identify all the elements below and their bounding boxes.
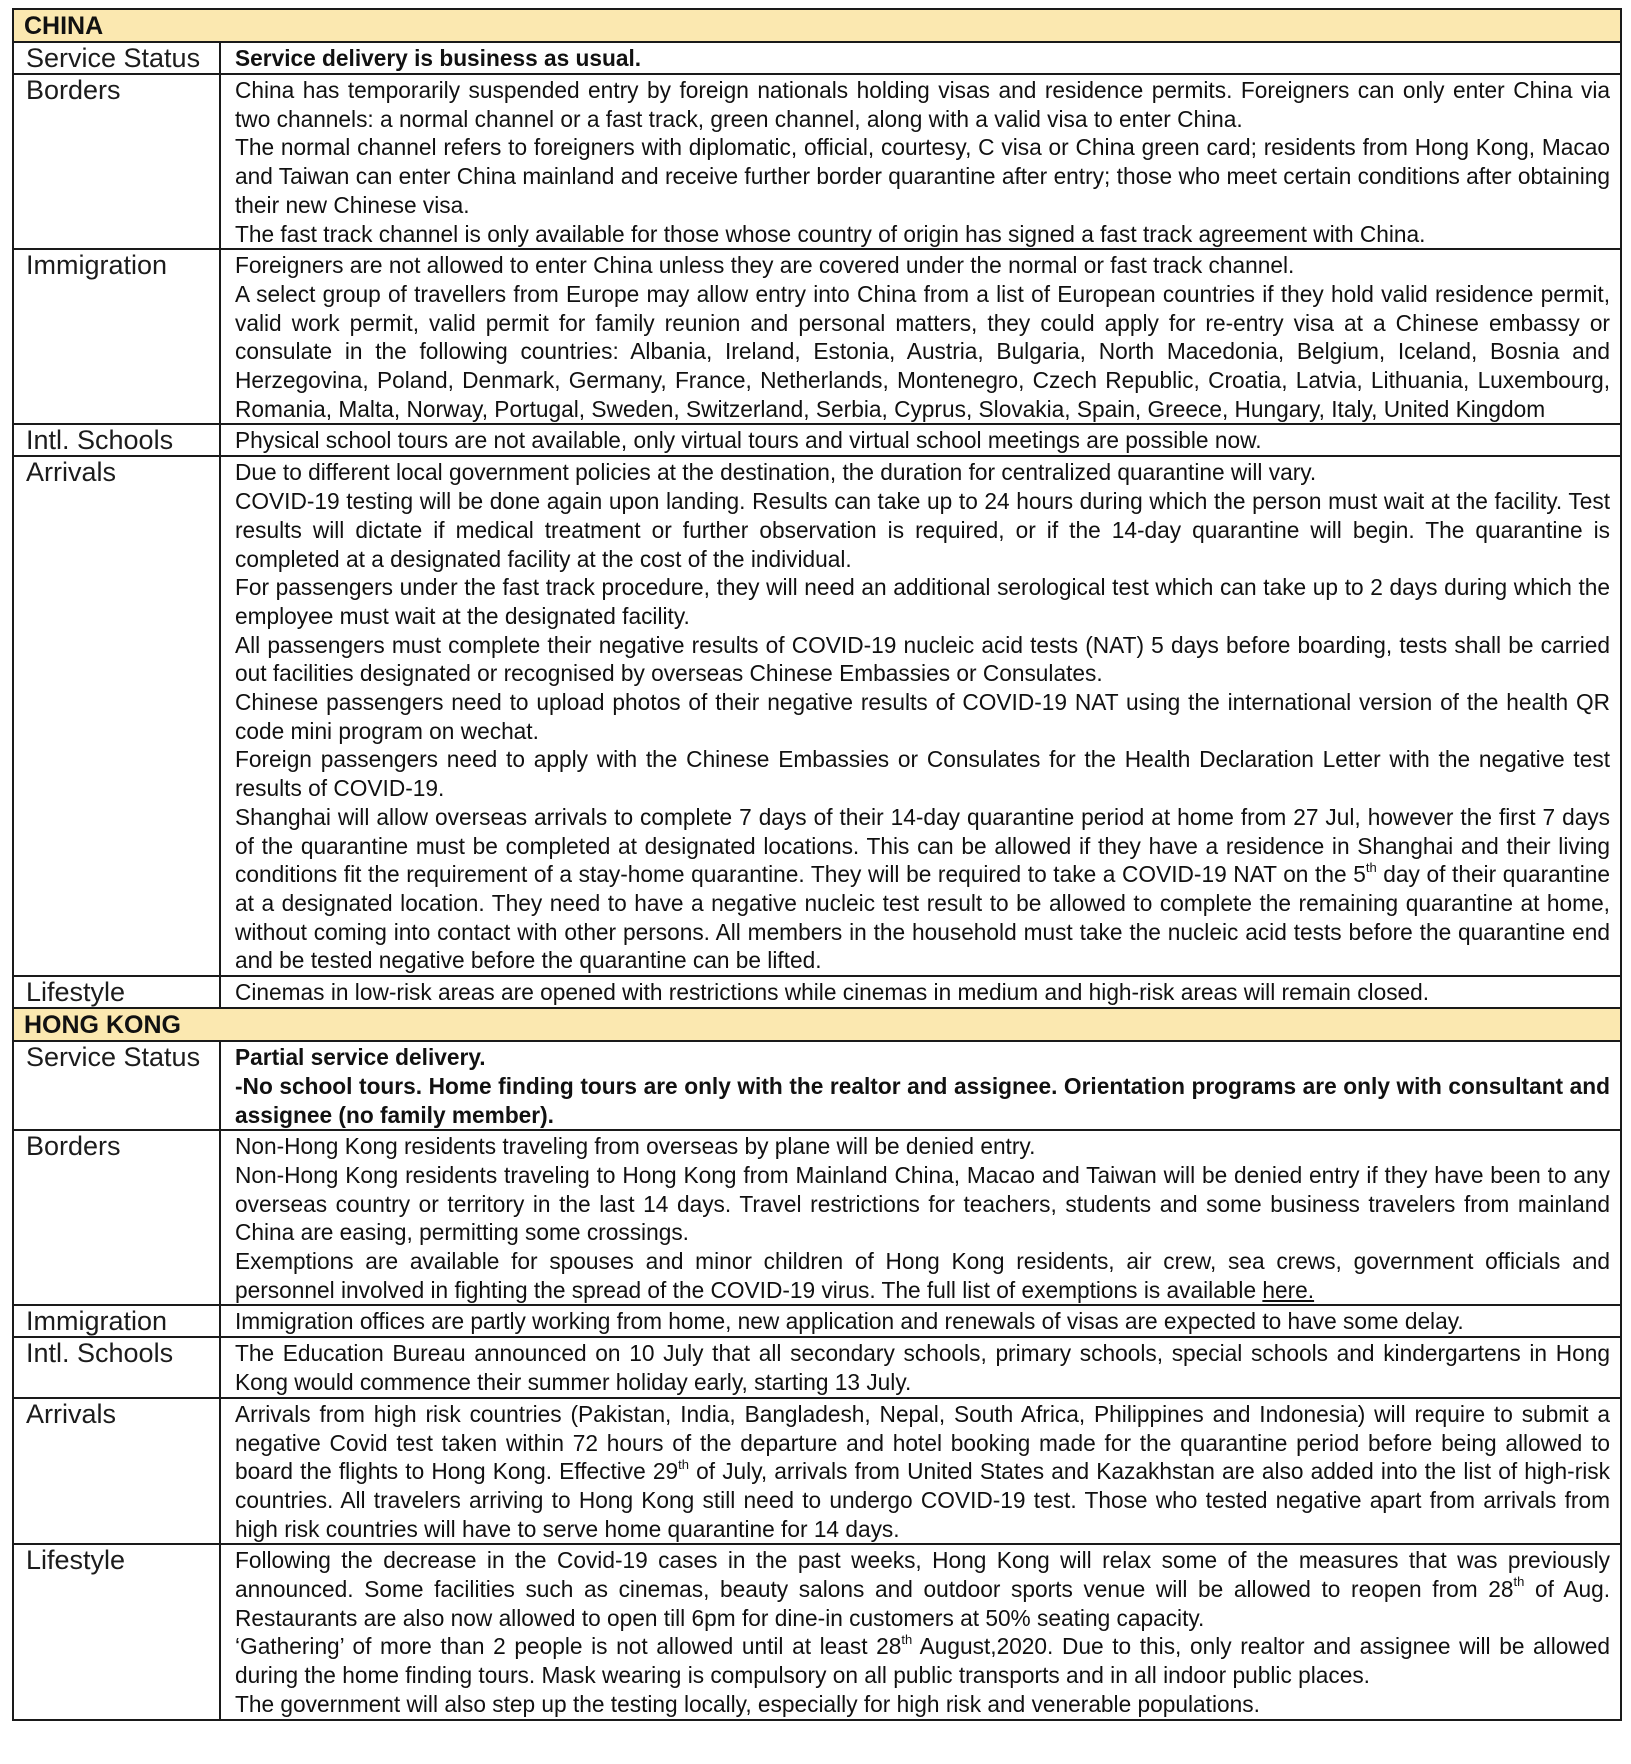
country-status-table [12, 8, 1622, 1721]
superscript: th [678, 1456, 689, 1472]
row-content: Service delivery is business as usual. [220, 42, 1621, 74]
paragraph: The normal channel refers to foreigners with diplomatic, official, courtesy, C visa or China green card; residents from Hong Kong, Macao and Taiwan can enter China mainland and receive further border quarantine after entry; those who meet certain conditions after obtaining their new Chinese visa. [235, 134, 1610, 218]
paragraph: All passengers must complete their negative results of COVID-19 nucleic acid tests (NAT) 5 days before boarding, tests shall be carried out facilities designated or recognised by overseas Chinese Embassies or Consulates. [235, 631, 1610, 687]
row-content [220, 1130, 1621, 1305]
paragraph: The government will also step up the testing locally, especially for high risk and venerable populations. [235, 1690, 1260, 1717]
row-content [220, 1544, 1621, 1719]
table-row [13, 249, 1621, 424]
row-content [220, 1398, 1621, 1545]
row-label: Service Status [13, 1041, 220, 1130]
superscript: th [1513, 1574, 1525, 1590]
table-row [13, 456, 1621, 976]
row-content [220, 456, 1621, 976]
paragraph: For passengers under the fast track procedure, they will need an additional serological test which can take up to 2 days during which the employee must wait at the designated facility. [235, 574, 1610, 629]
row-content [220, 74, 1621, 249]
text-run: August,2020. Due to this, only realtor and assignee will be allowed during the home finding tours. Mask wearing is compulsory on all public transports and in all indoor public places. [235, 1633, 1610, 1689]
paragraph: A select group of travellers from Europe may allow entry into China from a list of European countries if they hold valid residence permit, valid work permit, valid permit for family reunion and personal matters, they could apply for re-entry visa at a Chinese embassy or consulate in the following countries: Albania, Ireland, Estonia, Austria, Bulgaria, North Macedonia, Belgium, Iceland, Bosnia and Herzegovina, Poland, Denmark, Germany, France, Netherlands, Montenegro, Czech Republic, Croatia, Latvia, Lithuania, Luxembourg, Romania, Malta, Norway, Portugal, Sweden, Switzerland, Serbia, Cyprus, Slovakia, Spain, Greece, Hungary, Italy, United Kingdom [235, 280, 1610, 422]
paragraph: Non-Hong Kong residents traveling to Hong Kong from Mainland China, Macao and Taiwan will be denied entry if they have been to any overseas country or territory in the last 14 days. Travel restrictions for teachers, students and some business travelers from mainland China are easing, permitting some crossings. [235, 1161, 1610, 1246]
table-row [13, 1305, 1621, 1337]
row-label: Intl. Schools [13, 1337, 220, 1397]
paragraph [235, 803, 1610, 975]
superscript: th [901, 1631, 913, 1647]
paragraph: COVID-19 testing will be done again upon landing. Results can take up to 24 hours during which the person must wait at the facility. Test results will dictate if medical treatment or further observation is required, or if the 14-day quarantine will begin. The quarantine is completed at a designated facility at the cost of the individual. [235, 488, 1610, 572]
row-label: Immigration [13, 249, 220, 424]
paragraph: Non-Hong Kong residents traveling from overseas by plane will be denied entry. [235, 1133, 1036, 1160]
text-run: day of their quarantine at a designated location. They need to have a negative nucleic test result to be allowed to complete the remaining quarantine at home, without coming into contact with other persons. All members in the household must take the nucleic acid tests before the quarantine end and be tested negative before the quarantine can be lifted. [235, 861, 1610, 974]
text-run: Shanghai will allow overseas arrivals to complete 7 days of their 14-day quarantine period at home from 27 Jul, however the first 7 days of the quarantine must be completed at designated locations. This can be allowed if they have a residence in Shanghai and their living conditions fit the requirement of a stay-home quarantine. They will be required to take a COVID-19 NAT on the 5 [235, 803, 1610, 888]
row-content: Cinemas in low-risk areas are opened with restrictions while cinemas in medium and high-risk areas will remain closed. [220, 976, 1621, 1008]
row-content: Physical school tours are not available, only virtual tours and virtual school meetings are possible now. [220, 424, 1621, 456]
table-row [13, 42, 1621, 74]
row-content [220, 1041, 1621, 1130]
table-row [13, 1130, 1621, 1305]
text-run: Exemptions are available for spouses and minor children of Hong Kong residents, air crew, sea crews, government officials and personnel involved in fighting the spread of the COVID-19 virus. The full list of exemptions is available [235, 1248, 1610, 1303]
paragraph [235, 1546, 1610, 1632]
row-label: Borders [13, 74, 220, 249]
superscript: th [1365, 859, 1377, 875]
table-row [13, 424, 1621, 456]
section-title: CHINA [13, 9, 1621, 42]
text-run: of Aug. Restaurants are also now allowed to open till 6pm for dine-in customers at 50% seating capacity. [235, 1576, 1610, 1631]
paragraph [235, 1247, 1610, 1304]
row-content: The Education Bureau announced on 10 July that all secondary schools, primary schools, special schools and kindergartens in Hong Kong would commence their summer holiday early, starting 13 July. [220, 1337, 1621, 1397]
paragraph: -No school tours. Home finding tours are only with the realtor and assignee. Orientation programs are only with consultant and assignee (no family member). [235, 1072, 1610, 1128]
paragraph: Foreigners are not allowed to enter China unless they are covered under the normal or fast track channel. [235, 252, 1295, 279]
text-run: Following the decrease in the Covid-19 cases in the past weeks, Hong Kong will relax some of the measures that was previously announced. Some facilities such as cinemas, beauty salons and outdoor sports venue will be allowed to reopen from 28 [235, 1547, 1610, 1603]
table-row [13, 1398, 1621, 1545]
paragraph: Partial service delivery. [235, 1044, 486, 1071]
paragraph [235, 1632, 1610, 1689]
row-label: Borders [13, 1130, 220, 1305]
paragraph: Chinese passengers need to upload photos of their negative results of COVID-19 NAT using the international version of the health QR code mini program on wechat. [235, 689, 1610, 744]
exemptions-link[interactable]: here. [1262, 1276, 1315, 1303]
row-label: Lifestyle [13, 1544, 220, 1719]
text-run: Arrivals from high risk countries (Pakistan, India, Bangladesh, Nepal, South Africa, Philippines and Indonesia) will require to submit a negative Covid test taken within 72 hours of the departure and hotel booking made for the quarantine period before being allowed to board the flights to Hong Kong. Effective 29 [235, 1400, 1610, 1485]
section-header-hong-kong [13, 1008, 1621, 1041]
paragraph: The fast track channel is only available for those whose country of origin has signed a fast track agreement with China. [235, 220, 1426, 247]
row-label: Arrivals [13, 456, 220, 976]
paragraph: Due to different local government policies at the destination, the duration for centralized quarantine will vary. [235, 459, 1317, 486]
row-label: Immigration [13, 1305, 220, 1337]
row-label: Lifestyle [13, 976, 220, 1008]
table-row [13, 1041, 1621, 1130]
paragraph: China has temporarily suspended entry by foreign nationals holding visas and residence permits. Foreigners can only enter China via two channels: a normal channel or a fast track, green channel, along with a valid visa to enter China. [235, 77, 1610, 132]
table-row [13, 74, 1621, 249]
table-row [13, 1544, 1621, 1719]
row-content [220, 249, 1621, 424]
text-run: ‘Gathering’ of more than 2 people is not allowed until at least 28 [235, 1633, 902, 1660]
text-run: of July, arrivals from United States and Kazakhstan are also added into the list of high-risk countries. All travelers arriving to Hong Kong still need to undergo COVID-19 test. Those who tested negative apart from arrivals from high risk countries will have to serve home quarantine for 14 days. [235, 1458, 1610, 1542]
paragraph: Foreign passengers need to apply with the Chinese Embassies or Consulates for the Health Declaration Letter with the negative test results of COVID-19. [235, 746, 1610, 802]
table-row [13, 976, 1621, 1008]
table-row [13, 1337, 1621, 1397]
section-title: HONG KONG [13, 1008, 1621, 1041]
row-label: Intl. Schools [13, 424, 220, 456]
row-content: Immigration offices are partly working from home, new application and renewals of visas are expected to have some delay. [220, 1305, 1621, 1337]
row-label: Arrivals [13, 1398, 220, 1545]
row-label: Service Status [13, 42, 220, 74]
section-header-china [13, 9, 1621, 42]
